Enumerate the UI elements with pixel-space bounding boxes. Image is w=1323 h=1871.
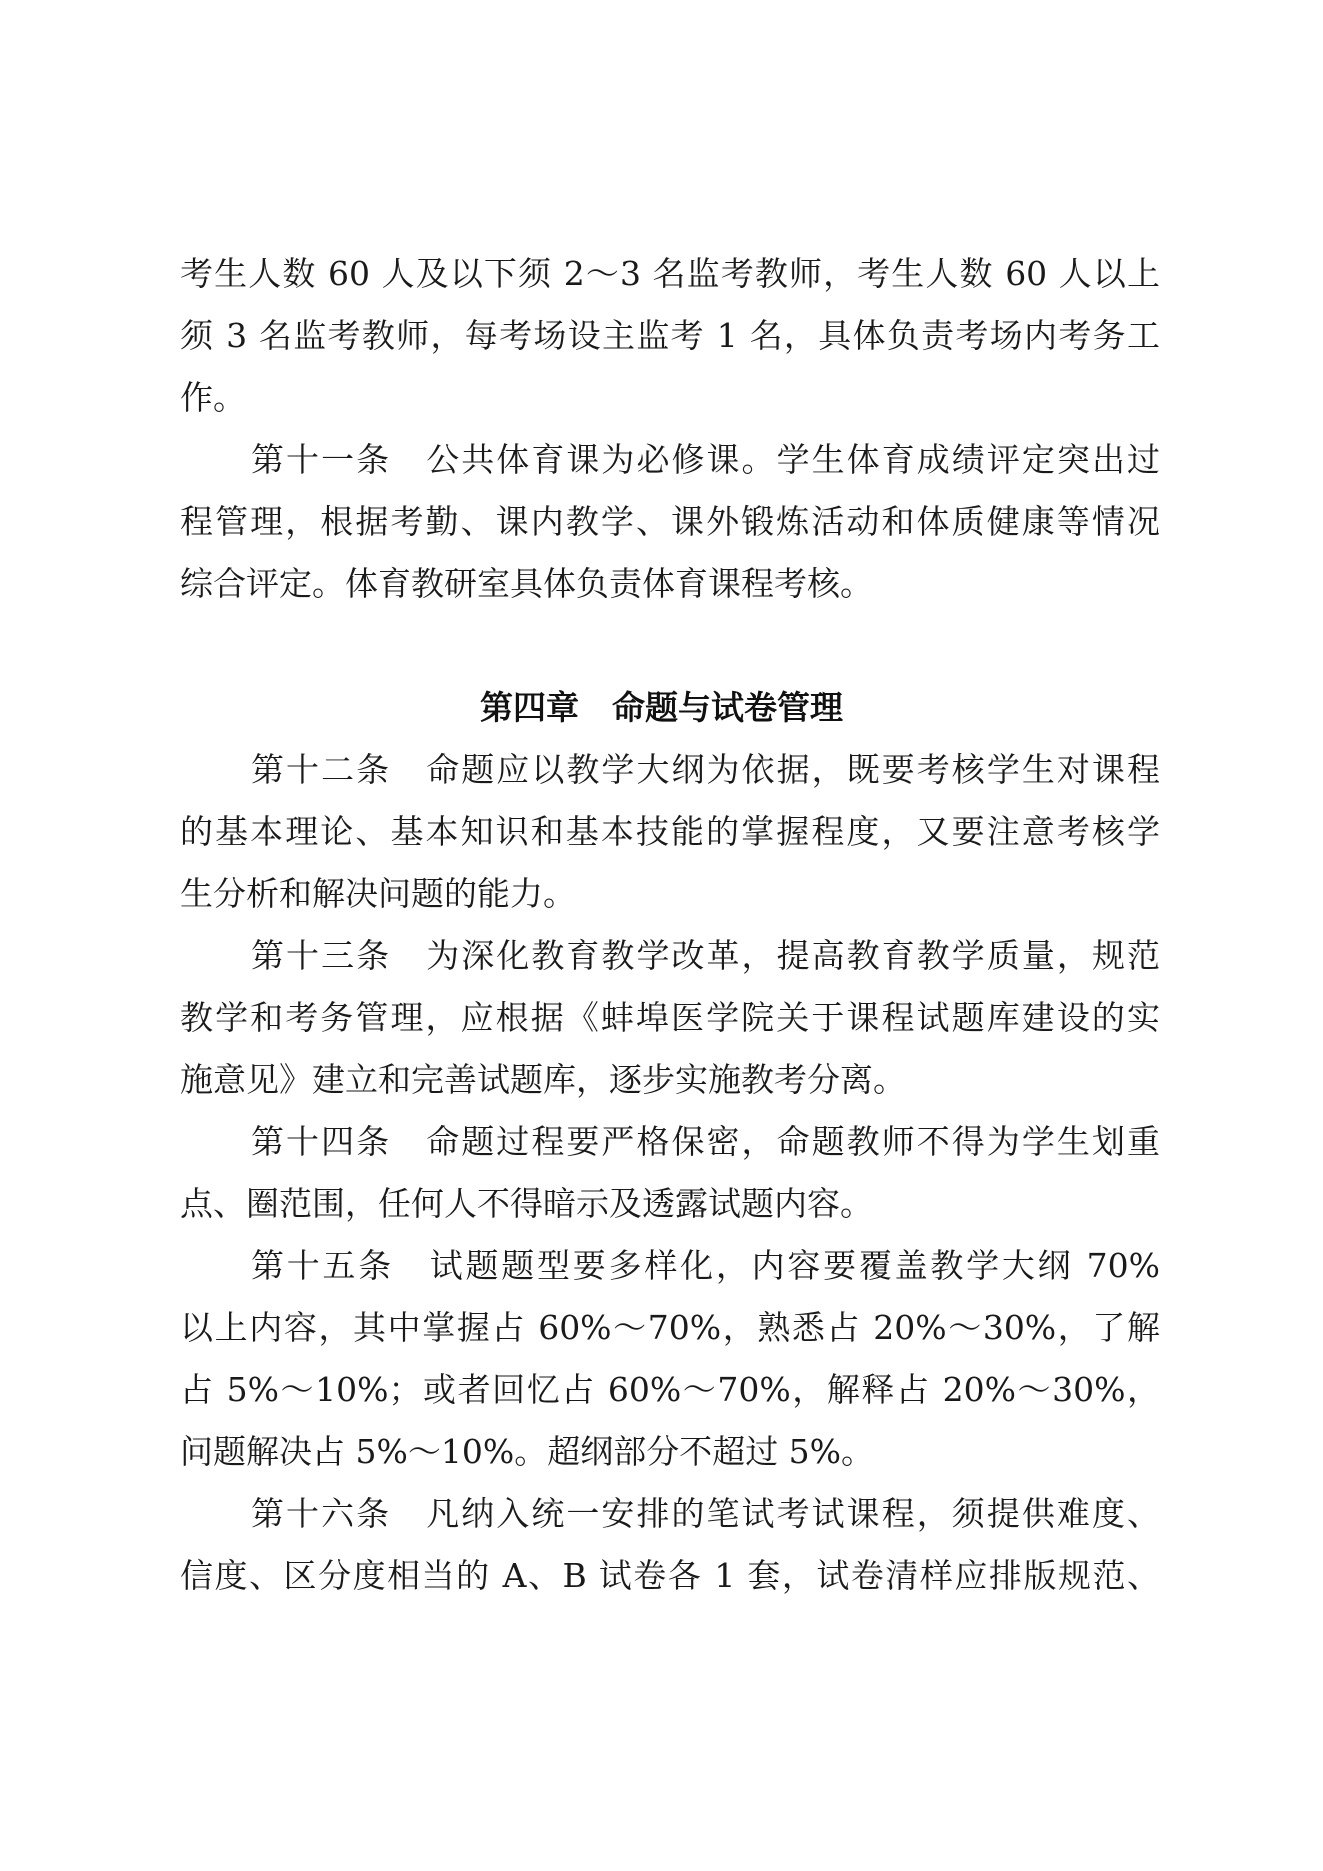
paragraph-line: 占 5%～10%；或者回忆占 60%～70%，解释占 20%～30%， — [180, 1370, 1160, 1409]
article-16-first-line: 第十六条 凡纳入统一安排的笔试考试课程，须提供难度、 — [251, 1494, 1160, 1533]
paragraph-line: 作。 — [180, 378, 246, 417]
article-14-first-line: 第十四条 命题过程要严格保密，命题教师不得为学生划重 — [251, 1122, 1160, 1161]
chapter-title: 第四章 命题与试卷管理 — [480, 688, 843, 727]
paragraph-line: 综合评定。体育教研室具体负责体育课程考核。 — [180, 564, 873, 603]
paragraph-line: 程管理，根据考勤、课内教学、课外锻炼活动和体质健康等情况 — [180, 502, 1160, 541]
paragraph-line: 考生人数 60 人及以下须 2～3 名监考教师，考生人数 60 人以上 — [180, 254, 1160, 293]
paragraph-line: 生分析和解决问题的能力。 — [180, 874, 576, 913]
article-11-first-line: 第十一条 公共体育课为必修课。学生体育成绩评定突出过 — [251, 440, 1160, 479]
paragraph-line: 教学和考务管理，应根据《蚌埠医学院关于课程试题库建设的实 — [180, 998, 1160, 1037]
paragraph-line: 点、圈范围，任何人不得暗示及透露试题内容。 — [180, 1184, 873, 1223]
article-13-first-line: 第十三条 为深化教育教学改革，提高教育教学质量，规范 — [251, 936, 1160, 975]
article-12-first-line: 第十二条 命题应以教学大纲为依据，既要考核学生对课程 — [251, 750, 1160, 789]
article-15-first-line: 第十五条 试题题型要多样化，内容要覆盖教学大纲 70% — [251, 1246, 1160, 1285]
paragraph-line: 须 3 名监考教师，每考场设主监考 1 名，具体负责考场内考务工 — [180, 316, 1160, 355]
paragraph-line: 信度、区分度相当的 A、B 试卷各 1 套，试卷清样应排版规范、 — [180, 1556, 1160, 1595]
paragraph-line: 的基本理论、基本知识和基本技能的掌握程度，又要注意考核学 — [180, 812, 1160, 851]
paragraph-line: 施意见》建立和完善试题库，逐步实施教考分离。 — [180, 1060, 906, 1099]
paragraph-line: 问题解决占 5%～10%。超纲部分不超过 5%。 — [180, 1432, 875, 1471]
paragraph-line: 以上内容，其中掌握占 60%～70%，熟悉占 20%～30%，了解 — [180, 1308, 1160, 1347]
